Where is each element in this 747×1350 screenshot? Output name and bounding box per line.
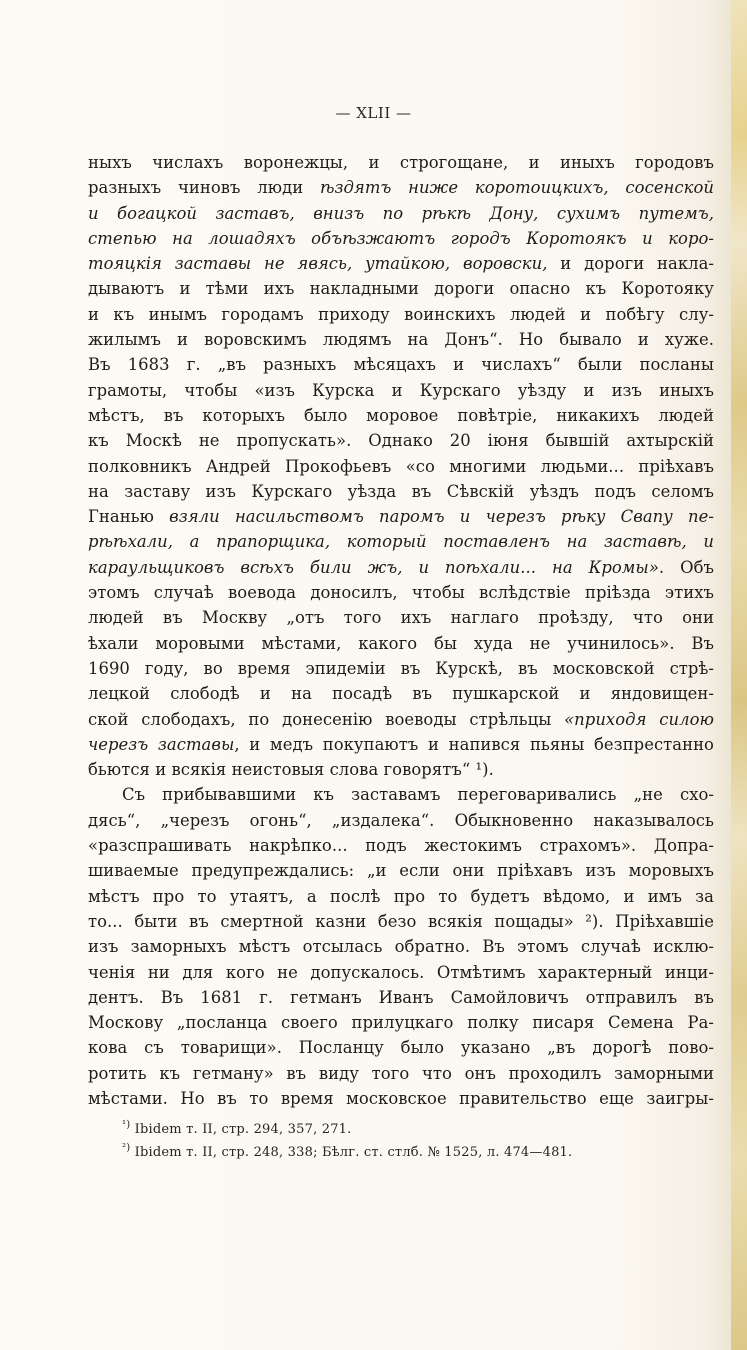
text-line: [88, 276, 714, 301]
text-line: [88, 833, 714, 858]
text-segment: мѣстъ, въ которыхъ было моровое повѣтріе, никакихъ людей: [88, 405, 714, 425]
text-line: [88, 251, 714, 276]
text-segment: шиваемые предупреждались: „и если они пріѣхавъ изъ моровыхъ: [88, 861, 714, 881]
italic-text: степью на лошадяхъ объѣзжаютъ городъ Коротоякъ и коро-: [88, 228, 714, 248]
text-line: [88, 428, 714, 453]
text-segment: ченія ни для кого не допускалось. Отмѣтимъ характерный инци-: [88, 962, 714, 982]
text-segment: ныхъ числахъ воронежцы, и строгощане, и иныхъ городовъ: [88, 153, 714, 172]
text-line: [88, 1061, 714, 1086]
italic-text: тояцкія заставы не явясь, утайкою, воровски,: [88, 254, 548, 274]
text-line: [88, 226, 714, 251]
italic-text: черезъ заставы: [88, 734, 235, 754]
text-line: [88, 378, 714, 403]
text-segment: изъ заморныхъ мѣстъ отсылась обратно. Въ этомъ случаѣ исклю-: [88, 937, 714, 957]
text-segment: Съ прибывавшими къ заставамъ переговаривались „не схо-: [122, 785, 714, 805]
text-line: [88, 782, 714, 807]
text-line: [88, 808, 714, 833]
text-line: [88, 479, 714, 504]
text-segment: ской слободахъ, по донесенію воеводы стрѣльцы: [88, 709, 565, 729]
text-line: [88, 681, 714, 706]
text-line: [88, 454, 714, 479]
text-segment: кова съ товарищи». Посланцу было указано „въ дорогѣ пово-: [88, 1038, 714, 1058]
text-segment: «разспрашивать накрѣпко... подъ жестокимъ страхомъ». Допра-: [88, 836, 714, 856]
italic-text: ѣздятъ ниже коротоицкихъ, сосенской: [319, 178, 715, 198]
text-line: [88, 934, 714, 959]
text-line: [88, 757, 714, 782]
text-line: [88, 302, 714, 327]
text-segment: жилымъ и воровскимъ людямъ на Донъ“. Но бывало и хуже.: [88, 330, 714, 350]
text-line: [88, 175, 714, 200]
footnote-text: Ibidem т. II, стр. 294, 357, 271.: [130, 1122, 352, 1137]
italic-text: взяли насильствомъ паромъ и черезъ рѣку Свапу пе-: [169, 507, 714, 527]
text-line: [88, 1010, 714, 1035]
text-line: [88, 707, 714, 732]
text-segment: ротить къ гетману» въ виду того что онъ проходилъ заморными: [88, 1063, 714, 1083]
text-segment: на заставу изъ Курскаго уѣзда въ Сѣвскій уѣздъ подъ селомъ: [88, 481, 714, 501]
text-segment: разныхъ чиновъ люди: [88, 178, 320, 198]
italic-text: караульщиковъ всѣхъ били жъ, и поѣхали... на Кромы»: [88, 557, 659, 577]
text-line: [88, 352, 714, 377]
text-line: [88, 656, 714, 681]
text-segment: этомъ случаѣ воевода доносилъ, чтобы вслѣдствіе пріѣзда этихъ: [88, 583, 714, 603]
text-line: [88, 605, 714, 630]
text-segment: и къ инымъ городамъ приходу воинскихъ людей и побѣгу слу-: [88, 304, 714, 324]
text-segment: то... быти въ смертной казни безо всякія пощады» ²). Пріѣхавшіе: [88, 911, 714, 931]
text-segment: дентъ. Въ 1681 г. гетманъ Иванъ Самойловичъ отправилъ въ: [88, 987, 714, 1007]
text-segment: людей въ Москву „отъ того ихъ наглаго проѣзду, что они: [88, 608, 714, 628]
text-segment: ѣхали моровыми мѣстами, какого бы худа не учинилось». Въ: [88, 633, 714, 653]
italic-text: «приходя силою: [564, 709, 714, 729]
text-line: [88, 732, 714, 757]
italic-text: и богацкой заставъ, внизъ по рѣкѣ Дону, сухимъ путемъ,: [88, 203, 714, 223]
text-line: [88, 580, 714, 605]
footnote-mark: ²): [122, 1142, 131, 1154]
text-segment: и дороги накла-: [547, 254, 714, 274]
text-segment: дываютъ и тѣми ихъ накладными дороги опасно къ Коротояку: [88, 279, 714, 299]
footnote-mark: ¹): [122, 1119, 131, 1131]
text-line: [88, 858, 714, 883]
text-line: [88, 504, 714, 529]
text-segment: бьются и всякія неистовыя слова говорятъ“ ¹).: [88, 760, 494, 780]
text-segment: грамоты, чтобы «изъ Курска и Курскаго уѣзду и изъ иныхъ: [88, 380, 714, 400]
text-segment: полковникъ Андрей Прокофьевъ «со многими людьми... пріѣхавъ: [88, 456, 714, 476]
text-line: [88, 985, 714, 1010]
text-line: [88, 403, 714, 428]
text-segment: лецкой слободѣ и на посадѣ въ пушкарской и яндовищен-: [88, 684, 714, 704]
text-line: [88, 960, 714, 985]
text-line: [88, 529, 714, 554]
italic-text: рѣѣхали, а прапорщика, который поставленъ на заставѣ, и: [88, 532, 714, 552]
text-segment: 1690 году, во время эпидеміи въ Курскѣ, въ московской стрѣ-: [88, 658, 714, 678]
text-segment: . Объ: [658, 557, 714, 577]
text-segment: Москову „посланца своего прилуцкаго полку писаря Семена Ра-: [88, 1013, 714, 1033]
text-line: [88, 150, 714, 175]
text-line: [88, 1086, 714, 1111]
text-segment: мѣстами. Но въ то время московское правительство еще заигры-: [88, 1088, 714, 1108]
text-segment: мѣстъ про то утаятъ, а послѣ про то будетъ вѣдомо, и имъ за: [88, 886, 714, 906]
text-segment: дясь“, „черезъ огонь“, „издалека“. Обыкновенно наказывалось: [88, 810, 714, 830]
footnote-1: [122, 1118, 682, 1141]
text-line: [88, 884, 714, 909]
text-line: [88, 1035, 714, 1060]
text-segment: Въ 1683 г. „въ разныхъ мѣсяцахъ и числахъ“ были посланы: [88, 355, 714, 375]
text-line: [88, 201, 714, 226]
text-line: [88, 631, 714, 656]
page-number-header: — XLII —: [335, 104, 412, 122]
text-line: [88, 327, 714, 352]
text-segment: Гнанью: [88, 507, 170, 527]
footnote-2: [122, 1141, 682, 1164]
main-text: [88, 150, 714, 1111]
text-line: [88, 555, 714, 580]
text-line: [88, 909, 714, 934]
footnote-text: Ibidem т. II, стр. 248, 338; Бѣлг. ст. стлб. № 1525, л. 474—481.: [130, 1145, 573, 1160]
page-edge-shadow: [731, 0, 747, 1350]
text-segment: , и медъ покупаютъ и напився пьяны безпрестанно: [234, 734, 714, 754]
text-segment: къ Москѣ не пропускать». Однако 20 іюня бывшій ахтырскій: [88, 431, 714, 451]
